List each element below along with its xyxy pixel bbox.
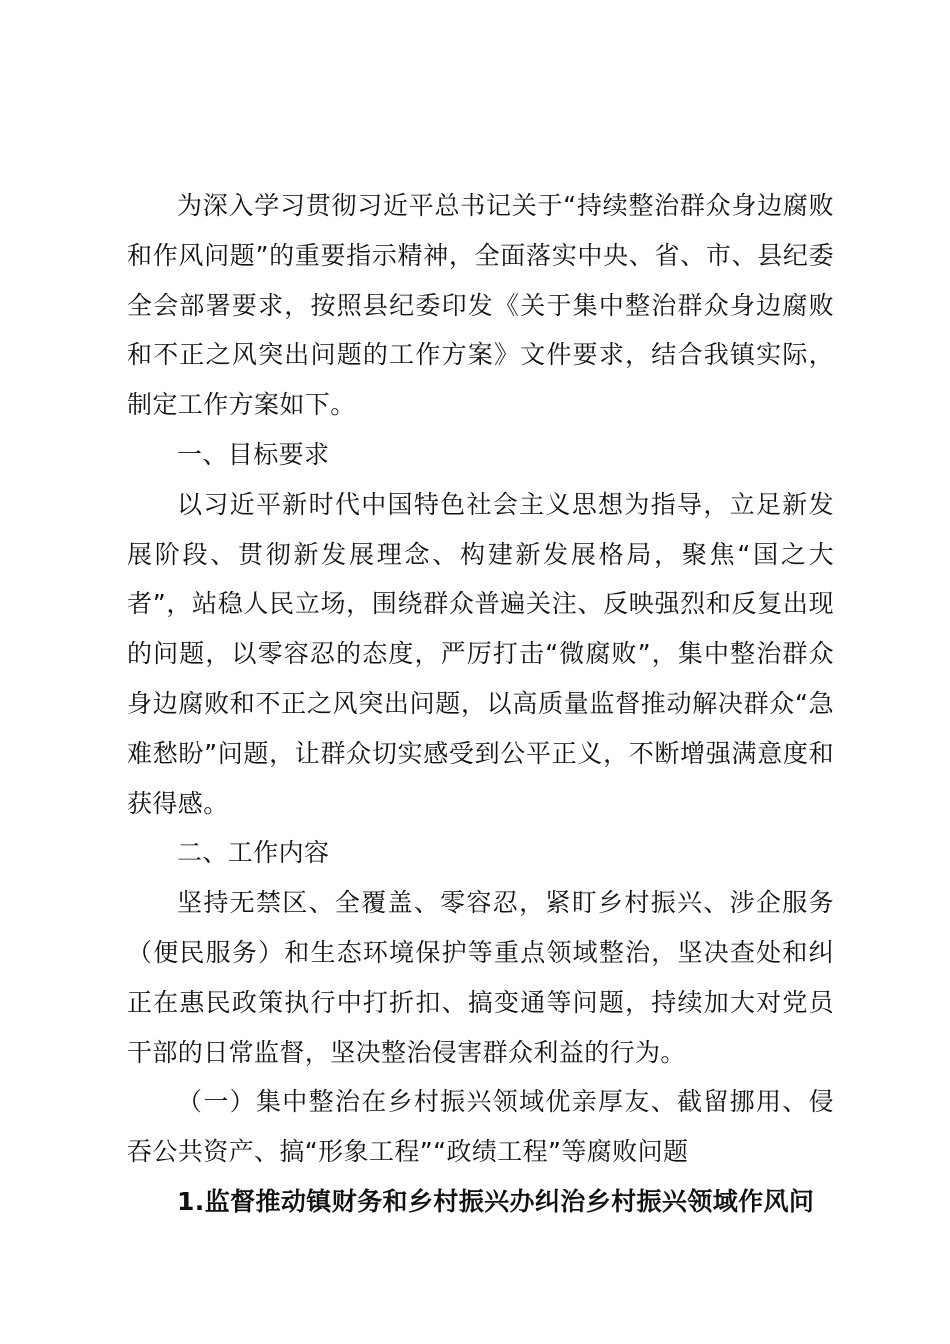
item-heading-1: 1.监督推动镇财务和乡村振兴办纠治乡村振兴领域作风问 bbox=[177, 1186, 815, 1216]
work-content-paragraph: 坚持无禁区、全覆盖、零容忍，紧盯乡村振兴、涉企服务（便民服务）和生态环境保护等重点领域整治，坚决查处和纠正在惠民政策执行中打折扣、搞变通等问题，持续加大对党员干部的日常监督，坚决整治侵害群众利益的行为。 bbox=[127, 888, 834, 1067]
subsection-heading-rural-revitalization: （一）集中整治在乡村振兴领域优亲厚友、截留挪用、侵吞公共资产、搞“形象工程”“政绩工程”等腐败问题 bbox=[127, 1087, 834, 1167]
document-body bbox=[127, 181, 834, 1227]
intro-paragraph: 为深入学习贯彻习近平总书记关于“持续整治群众身边腐败和作风问题”的重要指示精神，全面落实中央、省、市、县纪委全会部署要求，按照县纪委印发《关于集中整治群众身边腐败和不正之风突出问题的工作方案》文件要求，结合我镇实际，制定工作方案如下。 bbox=[127, 191, 834, 420]
section-heading-work-content: 二、工作内容 bbox=[177, 838, 330, 868]
section-heading-goals: 一、目标要求 bbox=[177, 439, 330, 469]
goals-paragraph: 以习近平新时代中国特色社会主义思想为指导，立足新发展阶段、贯彻新发展理念、构建新发展格局，聚焦“国之大者”，站稳人民立场，围绕群众普遍关注、反映强烈和反复出现的问题，以零容忍的态度，严厉打击“微腐败”，集中整治群众身边腐败和不正之风突出问题，以高质量监督推动解决群众“急难愁盼”问题，让群众切实感受到公平正义，不断增强满意度和获得感。 bbox=[127, 489, 834, 818]
